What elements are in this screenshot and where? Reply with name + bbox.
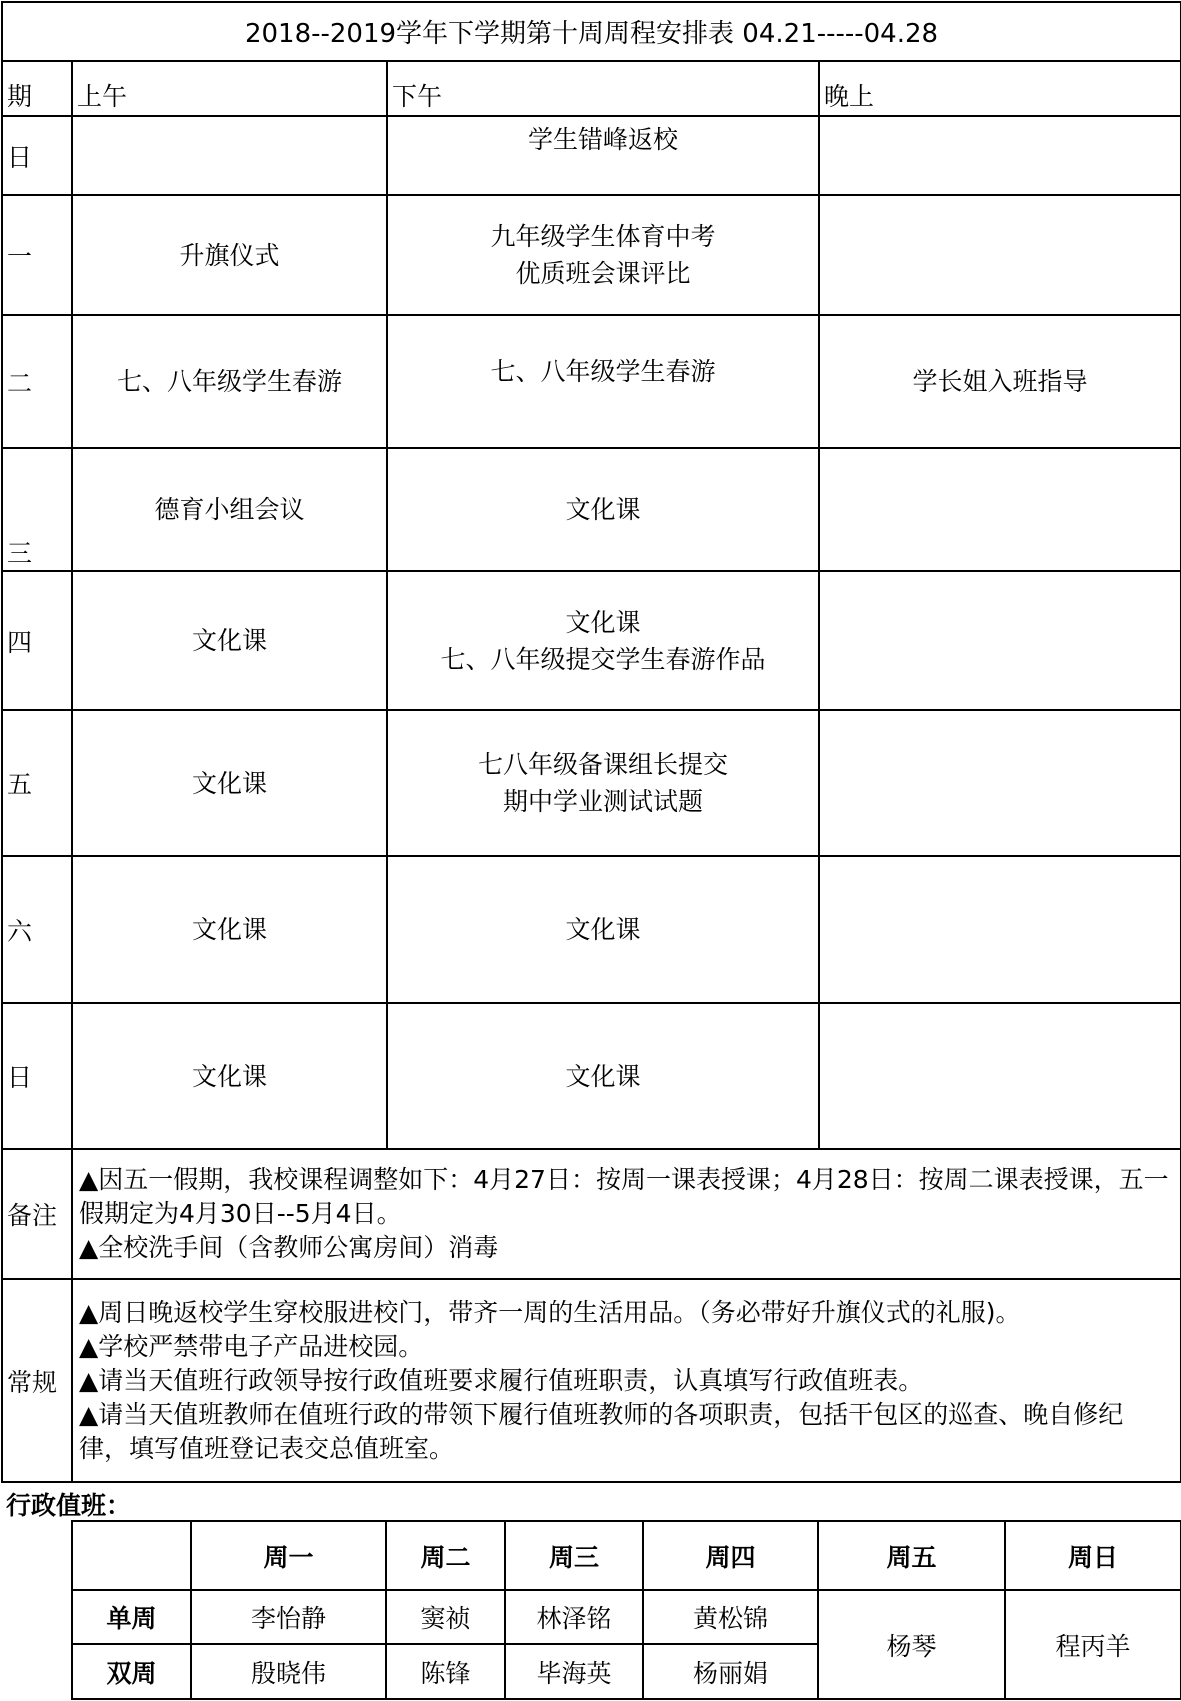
header-morning: 上午 xyxy=(72,61,387,116)
evening-cell xyxy=(819,448,1181,571)
duty-day-header: 周二 xyxy=(386,1521,505,1590)
day-label: 五 xyxy=(2,710,72,856)
day-label: 四 xyxy=(2,571,72,710)
table-row xyxy=(2,315,1181,448)
day-label: 日 xyxy=(2,1003,72,1149)
activity-text: 升旗仪式 xyxy=(179,240,280,270)
activity-text: 期中学业测试试题 xyxy=(502,787,703,816)
duty-corner xyxy=(72,1521,191,1590)
duty-day-header: 周日 xyxy=(1005,1521,1181,1590)
table-row xyxy=(2,116,1181,195)
remarks-label: 备注 xyxy=(2,1149,72,1279)
table-row xyxy=(2,856,1181,1003)
duty-name: 殷晓伟 xyxy=(191,1644,386,1699)
duty-name: 陈锋 xyxy=(386,1644,505,1699)
duty-row-single xyxy=(72,1590,1181,1644)
evening-cell xyxy=(819,116,1181,195)
routine-row xyxy=(2,1279,1181,1482)
activity-text: 文化课 xyxy=(191,768,267,798)
day-label: 日 xyxy=(2,116,72,195)
remark-item: ▲全校洗手间（含教师公寓房间）消毒 xyxy=(79,1233,499,1262)
duty-name: 杨丽娟 xyxy=(643,1644,818,1699)
routine-label: 常规 xyxy=(2,1279,72,1482)
routine-item: ▲请当天值班教师在值班行政的带领下履行值班教师的各项职责，包括干包区的巡查、晚自修纪律，填写值班登记表交总值班室。 xyxy=(79,1399,1124,1463)
duty-day-header: 周五 xyxy=(818,1521,1005,1590)
activity-text: 文化课 xyxy=(565,915,641,944)
activity-text: 文化课 xyxy=(191,626,267,655)
table-row xyxy=(2,195,1181,315)
duty-name: 窦祯 xyxy=(386,1590,505,1644)
evening-cell xyxy=(819,315,1181,448)
duty-name: 黄松锦 xyxy=(643,1590,818,1644)
day-label: 六 xyxy=(2,856,72,1003)
remarks-row xyxy=(2,1149,1181,1279)
remark-item: ▲因五一假期，我校课程调整如下：4月27日：按周一课表授课；4月28日：按周二课表授课，五一假期定为4月30日--5月4日。 xyxy=(79,1165,1169,1228)
activity-text: 九年级学生体育中考 xyxy=(490,222,716,251)
header-evening: 晚上 xyxy=(819,61,1181,116)
double-week-label: 双周 xyxy=(72,1644,191,1699)
friday-duty-name: 杨琴 xyxy=(818,1590,1005,1699)
evening-cell xyxy=(819,710,1181,856)
activity-text: 七、八年级提交学生春游作品 xyxy=(440,644,766,674)
activity-text: 文化课 xyxy=(565,607,641,637)
day-label: 一 xyxy=(2,195,72,315)
activity-text: 文化课 xyxy=(565,1061,641,1091)
afternoon-cell xyxy=(387,571,819,710)
table-row xyxy=(2,448,1181,571)
duty-name: 林泽铭 xyxy=(505,1590,643,1644)
morning-cell xyxy=(72,710,387,856)
header-row xyxy=(2,61,1181,116)
activity-text: 文化课 xyxy=(191,915,267,944)
day-label: 三 xyxy=(2,448,72,571)
morning-cell xyxy=(72,448,387,571)
morning-cell xyxy=(72,315,387,448)
activity-text: 七、八年级学生春游 xyxy=(116,367,342,396)
afternoon-cell xyxy=(387,315,819,448)
activity-text: 优质班会课评比 xyxy=(515,259,691,288)
activity-text: 学生错峰返校 xyxy=(527,125,678,154)
table-row xyxy=(2,571,1181,710)
evening-cell xyxy=(819,1003,1181,1149)
afternoon-cell xyxy=(387,710,819,856)
afternoon-cell xyxy=(387,1003,819,1149)
duty-day-header: 周一 xyxy=(191,1521,386,1590)
table-row xyxy=(2,1003,1181,1149)
evening-cell xyxy=(819,856,1181,1003)
duty-day-header: 周三 xyxy=(505,1521,643,1590)
evening-cell xyxy=(819,195,1181,315)
routine-item: ▲学校严禁带电子产品进校园。 xyxy=(79,1331,424,1361)
activity-text: 德育小组会议 xyxy=(154,495,305,524)
morning-cell xyxy=(72,116,387,195)
activity-text: 文化课 xyxy=(191,1061,267,1091)
afternoon-cell xyxy=(387,195,819,315)
activity-text: 七八年级备课组长提交 xyxy=(477,750,728,779)
sunday-duty-name: 程丙羊 xyxy=(1005,1590,1181,1699)
morning-cell xyxy=(72,856,387,1003)
afternoon-cell xyxy=(387,448,819,571)
routine-content xyxy=(72,1279,1181,1482)
afternoon-cell xyxy=(387,856,819,1003)
header-afternoon: 下午 xyxy=(387,61,819,116)
activity-text: 文化课 xyxy=(565,495,641,524)
evening-cell xyxy=(819,571,1181,710)
duty-heading: 行政值班： xyxy=(6,1491,132,1520)
weekly-schedule-table xyxy=(1,1,1181,1483)
duty-day-header: 周四 xyxy=(643,1521,818,1590)
duty-roster-table xyxy=(71,1520,1181,1700)
duty-name: 李怡静 xyxy=(191,1590,386,1644)
activity-text: 七、八年级学生春游 xyxy=(490,357,716,386)
header-period: 期 xyxy=(2,61,72,116)
morning-cell xyxy=(72,195,387,315)
single-week-label: 单周 xyxy=(72,1590,191,1644)
morning-cell xyxy=(72,571,387,710)
activity-text: 学长姐入班指导 xyxy=(912,367,1088,396)
afternoon-cell xyxy=(387,116,819,195)
routine-item: ▲周日晚返校学生穿校服进校门，带齐一周的生活用品。（务必带好升旗仪式的礼服)。 xyxy=(79,1297,1021,1327)
routine-item: ▲请当天值班行政领导按行政值班要求履行值班职责，认真填写行政值班表。 xyxy=(79,1365,924,1395)
day-label: 二 xyxy=(2,315,72,448)
duty-header-row xyxy=(72,1521,1181,1590)
remarks-content xyxy=(72,1149,1181,1279)
duty-name: 毕海英 xyxy=(505,1644,643,1699)
morning-cell xyxy=(72,1003,387,1149)
table-row xyxy=(2,710,1181,856)
schedule-title: 2018--2019学年下学期第十周周程安排表 04.21-----04.28 xyxy=(2,2,1181,61)
